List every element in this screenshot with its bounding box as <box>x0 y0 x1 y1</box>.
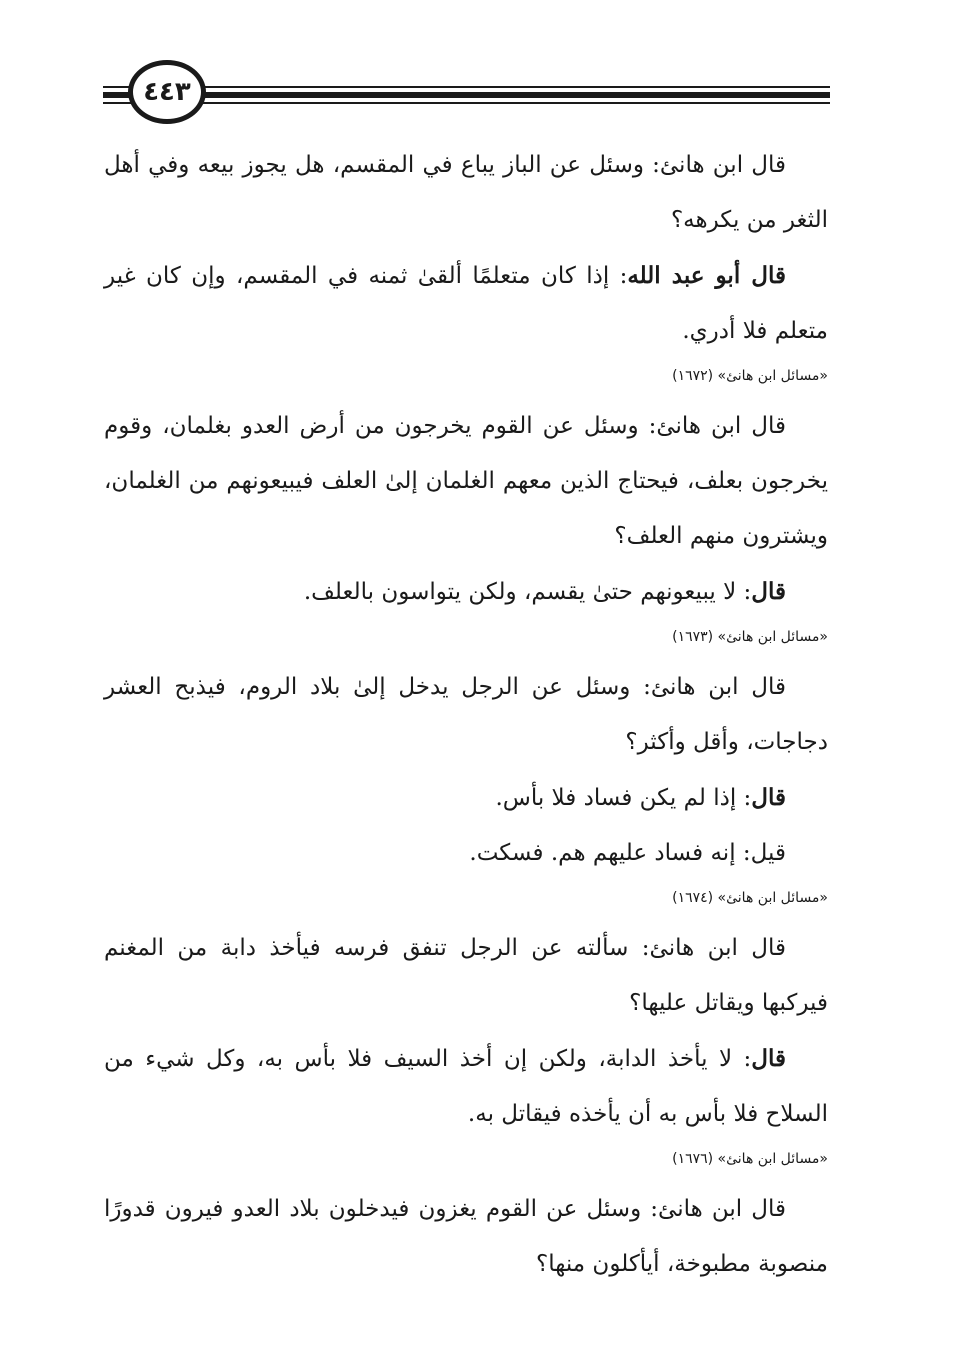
answer-label: قال <box>751 1045 786 1072</box>
followup-paragraph: قيل: إنه فساد عليهم هم. فسكت. <box>469 840 786 866</box>
answer-paragraph <box>104 770 828 826</box>
answer-text: : لا يأخذ الدابة، ولكن إن أخذ السيف فلا بأس به، وكل شيء من السلاح فلا بأس به أن يأخذه فيقاتل به. <box>104 1046 828 1127</box>
answer-text: : لا يبيعونهم حتىٰ يقسم، ولكن يتواسون بالعلف. <box>303 579 752 605</box>
answer-paragraph <box>104 564 828 620</box>
source-citation: «مسائل ابن هانئ» (١٦٧٣) <box>672 629 828 645</box>
answer-label: قال أبو عبد الله <box>627 262 786 289</box>
question-paragraph: قال ابن هانئ: وسئل عن الرجل يدخل إلىٰ بلاد الروم، فيذبح العشر دجاجات، وأقل وأكثر؟ <box>104 674 828 755</box>
header-rule-thick <box>103 92 830 98</box>
question-paragraph: قال ابن هانئ: وسئل عن القوم يخرجون من أرض العدو بغلمان، وقوم يخرجون بعلف، فيحتاج الذين معهم الغلمان إلىٰ العلف فيبيعونهم من الغلمان، ويشترون منهم العلف؟ <box>104 413 828 549</box>
page-body <box>104 138 828 1292</box>
answer-label: قال <box>751 578 786 605</box>
source-citation: «مسائل ابن هانئ» (١٦٧٢) <box>672 368 828 384</box>
page-number: ٤٤٣ <box>128 60 206 124</box>
answer-paragraph <box>104 1031 828 1142</box>
question-paragraph: قال ابن هانئ: وسئل عن الباز يباع في المقسم، هل يجوز بيعه وفي أهل الثغر من يكرهه؟ <box>104 152 828 233</box>
answer-paragraph <box>104 248 828 359</box>
answer-label: قال <box>751 784 786 811</box>
question-paragraph: قال ابن هانئ: وسئل عن القوم يغزون فيدخلون بلاد العدو فيرون قدورًا منصوبة مطبوخة، أيأكلون منها؟ <box>104 1196 828 1277</box>
answer-text: : إذا كان متعلمًا ألقىٰ ثمنه في المقسم، وإن كان غير متعلم فلا أدري. <box>104 263 828 344</box>
source-citation: «مسائل ابن هانئ» (١٦٧٦) <box>672 1151 828 1167</box>
question-paragraph: قال ابن هانئ: سألته عن الرجل تنفق فرسه فيأخذ دابة من المغنم فيركبها ويقاتل عليها؟ <box>104 935 828 1016</box>
header-rule-bottom <box>103 102 830 104</box>
answer-text: : إذا لم يكن فساد فلا بأس. <box>495 785 752 811</box>
header-rule-top <box>103 86 830 88</box>
source-citation: «مسائل ابن هانئ» (١٦٧٤) <box>672 890 828 906</box>
